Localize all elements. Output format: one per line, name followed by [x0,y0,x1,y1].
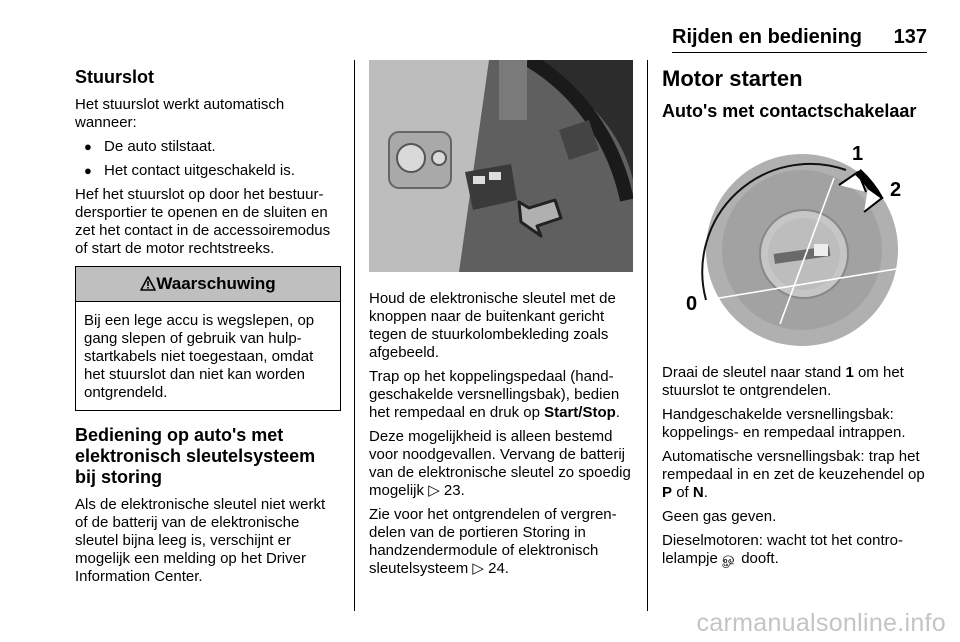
warning-title: Waarschuwing [156,274,276,293]
warning-triangle-icon [140,276,156,291]
stuurslot-intro: Het stuurslot werkt automatisch wanneer: [75,96,285,131]
start-stop-label: Start/Stop [544,404,616,421]
position-0-label: 0 [686,293,698,315]
column-left [75,60,341,592]
header-rule [672,52,927,53]
reference-arrow-icon: ▷ [428,482,440,499]
steering-column-illustration [369,60,633,272]
col3-p2: Handgeschakelde versnellingsbak: koppelings- en rempedaal intrappen. [662,406,906,441]
bullet-item: ● De auto stilstaat. [75,138,341,156]
warning-header [76,267,340,302]
stuurslot-release: Hef het stuurslot op door het bestuurdersportier te openen en de sluiten en zet het contact in de accessoiremodus of start de motor rechtstreeks. [75,186,331,257]
ignition-switch-diagram [662,140,928,350]
watermark: carmanualsonline.info [696,609,946,637]
position-1-label: 1 [852,143,864,165]
stuurslot-heading: Stuurslot [75,67,154,87]
contactschakelaar-heading: Auto's met contactschakelaar [662,101,917,121]
glow-plug-icon: ௐ [722,550,738,567]
position-ref: 1 [845,364,854,381]
page-number: 137 [893,26,927,48]
col2-p1: Houd de elektronische sleutel met de knoppen naar de buitenkant gericht tegen de stuurkolombekleding zoals afgebeeld. [369,290,616,361]
bediening-heading: Bediening op auto's met elektronisch sleutelsysteem bij storing [75,425,316,487]
reference-arrow-icon: ▷ [472,560,484,577]
col3-p3: Automatische versnellingsbak: trap het rempedaal in en zet de keuzehendel op P of N. [662,448,925,501]
column-divider [647,60,648,611]
position-2-label: 2 [890,179,902,201]
col2-p2: Trap op het koppelingspedaal (handgeschakelde versnellingsbak), bedien het rempedaal en druk op Start/Stop. [369,368,620,421]
bediening-text: Als de elektronische sleutel niet werkt of de batterij van de elektronische sleutel bijna leeg is, verschijnt er mogelijk een melding op het Driver Information Center. [75,496,326,585]
column-middle [369,60,633,584]
column-right [662,60,928,574]
warning-box [75,266,341,411]
chapter-title: Rijden en bediening [672,26,863,48]
page-header [672,26,927,52]
col3-p5: Dieselmotoren: wacht tot het controlelampje ௐ dooft. [662,532,903,567]
column-divider [354,60,355,611]
ignition-switch-illustration [662,140,928,350]
col3-p1: Draai de sleutel naar stand 1 om het stuurslot te ontgrendelen. [662,364,904,399]
col2-p3: Deze mogelijkheid is alleen bestemd voor noodgevallen. Vervang de batterij van de elektronische sleutel zo spoedig mogelijk ▷ 23. [369,428,631,499]
bullet-item: ● Het contact uitgeschakeld is. [75,162,341,180]
col2-p4: Zie voor het ontgrendelen of vergrendelen van de portieren Storing in handzendermodule of elektronisch sleutelsysteem ▷ 24. [369,506,617,577]
col3-p4: Geen gas geven. [662,508,777,525]
motor-starten-heading: Motor starten [662,66,803,91]
stuurslot-bullets [75,138,341,180]
steering-column-photo [369,60,633,272]
warning-text: Bij een lege accu is wegslepen, op gang slepen of gebruik van hulpstartkabels niet toegestaan, omdat het stuurslot dan niet kan worden ontgrendeld. [84,312,315,401]
